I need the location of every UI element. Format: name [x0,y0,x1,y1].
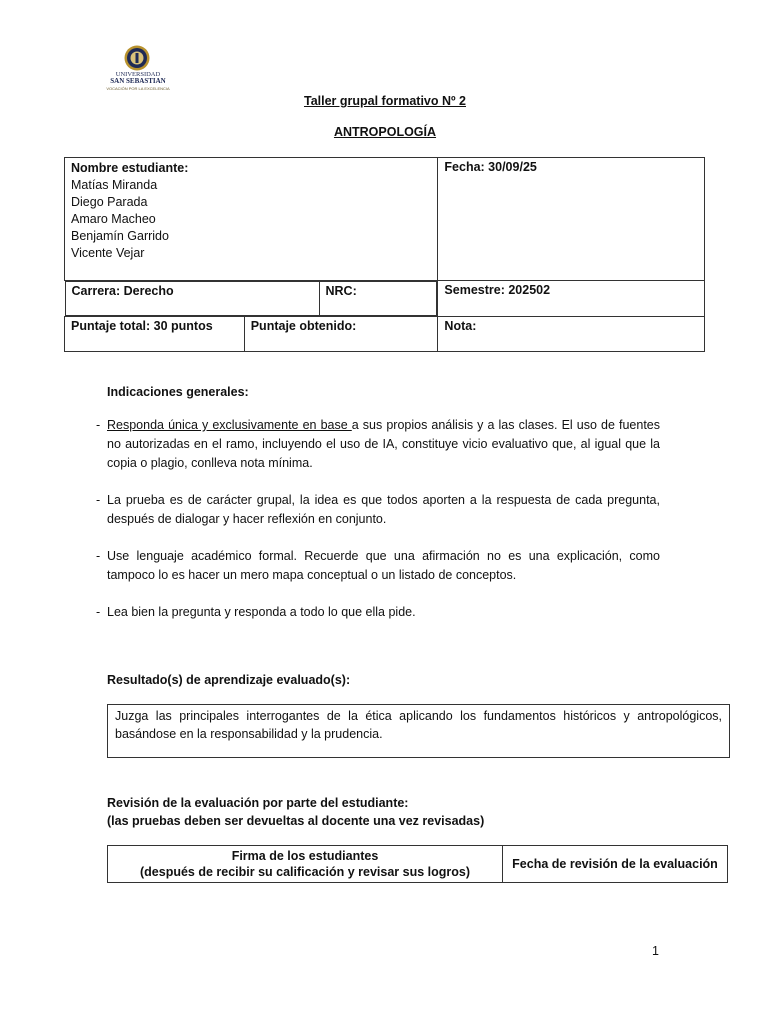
instruction-text: Lea bien la pregunta y responda a todo lo que ella pide. [107,605,416,619]
total-score-cell: Puntaje total: 30 puntos [65,317,245,352]
nrc-cell: NRC: [319,282,437,316]
page-number: 1 [652,944,659,958]
dash-bullet: - [96,605,101,619]
signature-header-line-2: (después de recibir su calificación y revisar sus logros) [140,865,470,879]
instruction-item [96,547,660,585]
dash-bullet: - [96,493,101,507]
student-name: Vicente Vejar [71,246,145,260]
grade-cell: Nota: [438,317,705,352]
student-name: Diego Parada [71,195,148,209]
instructions-list [96,416,660,640]
obtained-score-cell: Puntaje obtenido: [244,317,438,352]
date-cell: Fecha: 30/09/25 [438,158,705,281]
dash-bullet: - [96,549,101,563]
instruction-text: a sus propios análisis y a las clases. El uso de fuentes no autorizadas en el ramo, incluyendo el uso de IA, constituye vicio evaluativo que, al igual que la copia o plagio, conlleva nota mínima. [107,418,660,470]
student-name: Matías Miranda [71,178,158,192]
instruction-text: Use lenguaje académico formal. Recuerde que una afirmación no es una explicación, como tampoco lo es hacer un mero mapa conceptual o un listado de conceptos. [107,549,660,582]
semester-cell: Semestre: 202502 [438,281,705,317]
review-title-line-1: Revisión de la evaluación por parte del estudiante: [107,796,409,810]
signature-table [107,845,728,883]
learning-results-title: Resultado(s) de aprendizaje evaluado(s): [107,673,351,687]
signature-header-line-1: Firma de los estudiantes [231,849,379,863]
review-title [107,794,484,830]
instruction-underlined-text: Responda única y exclusivamente en base [107,418,352,432]
document-title: Taller grupal formativo Nº 2 [303,94,466,108]
career-nrc-cell [65,281,438,317]
instruction-item [96,603,660,622]
logo-line-1: UNIVERSIDAD [115,71,161,78]
instruction-item [96,491,660,529]
subject-title: ANTROPOLOGÍA [333,125,437,139]
instruction-item [96,416,660,473]
student-info-table [64,157,705,352]
dash-bullet: - [96,418,101,432]
student-name: Benjamín Garrido [71,229,169,243]
university-logo [103,45,175,93]
learning-results-box: Juzga las principales interrogantes de la ética aplicando los fundamentos históricos y antropológicos, basándose en la responsabilidad y la prudencia. [107,704,730,758]
university-seal-icon [124,45,150,71]
logo-line-2: SAN SEBASTIAN [110,77,166,85]
career-cell: Carrera: Derecho [65,282,319,316]
instruction-text: La prueba es de carácter grupal, la idea es que todos aporten a la respuesta de cada pregunta, después de dialogar y hacer reflexión en conjunto. [107,493,660,526]
review-title-line-2: (las pruebas deben ser devueltas al docente una vez revisadas) [107,814,485,828]
general-instructions-title: Indicaciones generales: [107,385,249,399]
student-names-cell [65,158,438,281]
student-name: Amaro Macheo [71,212,156,226]
review-date-header-cell: Fecha de revisión de la evaluación [503,846,728,883]
logo-line-3: VOCACIÓN POR LA EXCELENCIA [106,86,170,91]
student-name-label: Nombre estudiante: [71,161,189,175]
signature-header-cell [108,846,503,883]
